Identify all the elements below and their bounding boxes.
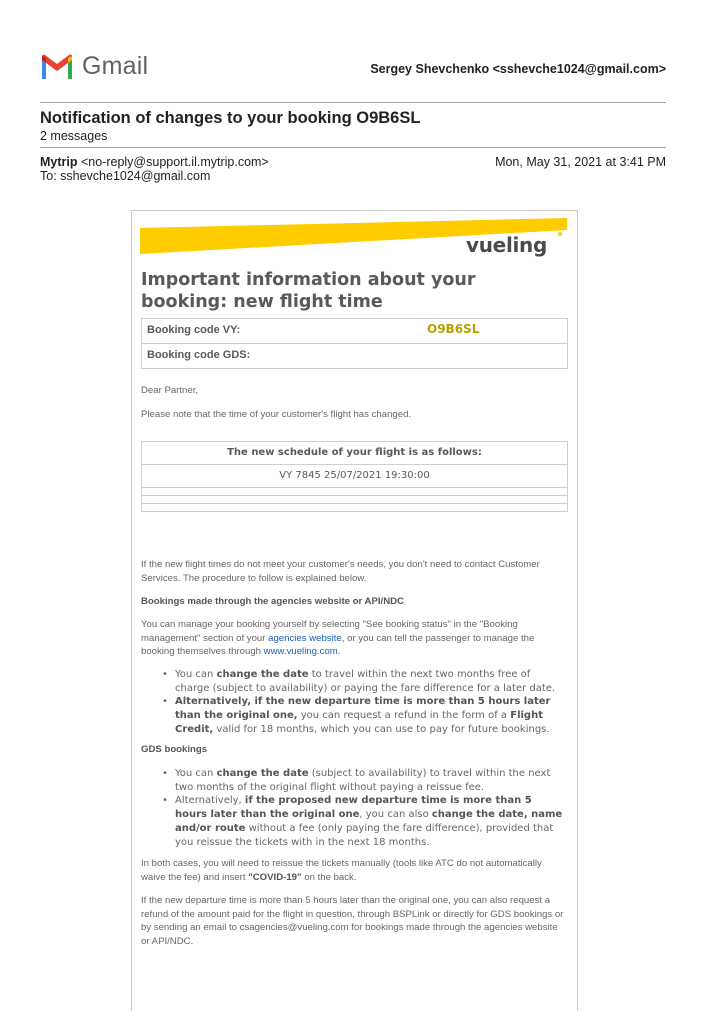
gds-options-list bbox=[141, 767, 566, 849]
intro-text: Please note that the time of your customer's flight has changed. bbox=[141, 409, 412, 420]
no-contact-text: If the new flight times do not meet your customer's needs, you don't need to contact Customer Services. The procedure to follow is explained below. bbox=[141, 559, 540, 584]
schedule-header: The new schedule of your flight is as follows: bbox=[142, 442, 567, 465]
gmail-m-icon bbox=[40, 54, 74, 80]
agencies-options-list bbox=[141, 668, 566, 737]
agencies-text-3: . bbox=[337, 646, 341, 657]
agencies-heading-text: Bookings made through the agencies website or API/NDC bbox=[141, 596, 404, 607]
account-name: Sergey Shevchenko <sshevche1024@gmail.com> bbox=[370, 62, 666, 76]
email-headline: Important information about your booking: new flight time bbox=[141, 270, 476, 312]
gmail-wordmark: Gmail bbox=[82, 52, 149, 80]
gds-heading-text: GDS bookings bbox=[141, 744, 208, 755]
booking-table bbox=[141, 318, 568, 369]
list-item: • Alternatively, if the proposed new departure time is more than 5 hours later than the original one, you can also change the date, name and/or route without a fee (only paying the fare difference), provided that you reissue the tickets with in the next 18 months. bbox=[175, 794, 566, 849]
divider bbox=[40, 147, 666, 148]
list-item: • You can change the date to travel within the next two months free of charge (subject to availability) or paying the fare difference for a later date. bbox=[175, 668, 566, 695]
gmail-header bbox=[40, 52, 666, 86]
vueling-logo-dot bbox=[558, 232, 562, 236]
thread-subject: Notification of changes to your booking O9B6SL bbox=[40, 109, 421, 127]
gds-heading bbox=[141, 743, 566, 757]
vueling-website-link[interactable]: www.vueling.com bbox=[263, 646, 338, 657]
list-item: • Alternatively, if the new departure time is more than 5 hours later than the original one, you can request a refund in the form of a Flight Credit, valid for 18 months, which you can use to pay for future bookings. bbox=[175, 695, 566, 736]
schedule-table bbox=[141, 441, 568, 512]
message-recipient: To: sshevche1024@gmail.com bbox=[40, 169, 211, 183]
covid-code: "COVID-19" bbox=[248, 871, 302, 883]
list-item: • You can change the date (subject to availability) to travel within the next two months of the original flight without paying a reissue fee. bbox=[175, 767, 566, 794]
divider bbox=[40, 102, 666, 103]
message-count: 2 messages bbox=[40, 129, 108, 143]
agencies-heading bbox=[141, 595, 566, 609]
booking-row-gds bbox=[142, 344, 567, 368]
booking-row-vy bbox=[142, 319, 567, 344]
reissue-paragraph: In both cases, you will need to reissue the tickets manually (tools like ATC do not automatically waive the fee) and insert "COVID-19" on the back. bbox=[141, 858, 542, 883]
booking-vy-value: O9B6SL bbox=[427, 322, 480, 336]
refund-paragraph: If the new departure time is more than 5 hours later than the original one, you can also request a refund of the amount paid for the flight in question, through BSPLink or directly for GDS bookings or by sending an email to csagencies@vueling.com for bookings made through the agencies website or API/NDC. bbox=[141, 895, 564, 947]
greeting: Dear Partner, bbox=[141, 385, 199, 396]
schedule-empty-row bbox=[142, 504, 567, 511]
message-date: Mon, May 31, 2021 at 3:41 PM bbox=[495, 155, 666, 169]
schedule-empty-row bbox=[142, 496, 567, 504]
agencies-website-link[interactable]: agencies website bbox=[268, 632, 342, 644]
message-sender bbox=[40, 155, 269, 169]
vueling-logo: vueling bbox=[466, 233, 548, 257]
schedule-empty-row bbox=[142, 488, 567, 496]
gmail-logo bbox=[40, 52, 148, 81]
booking-gds-label: Booking code GDS: bbox=[147, 349, 251, 361]
agencies-text-1: You can manage your booking yourself by selecting "See booking status" in the "Booking management" section of your bbox=[141, 619, 518, 644]
agencies-paragraph bbox=[141, 618, 566, 659]
booking-vy-label: Booking code VY: bbox=[147, 324, 241, 336]
sender-name: Mytrip bbox=[40, 155, 78, 169]
agencies-text-2: , or you can tell the passenger to manage the booking themselves through bbox=[141, 632, 535, 657]
schedule-flight: VY 7845 25/07/2021 19:30:00 bbox=[142, 465, 567, 488]
sender-email: <no-reply@support.il.mytrip.com> bbox=[77, 155, 269, 169]
